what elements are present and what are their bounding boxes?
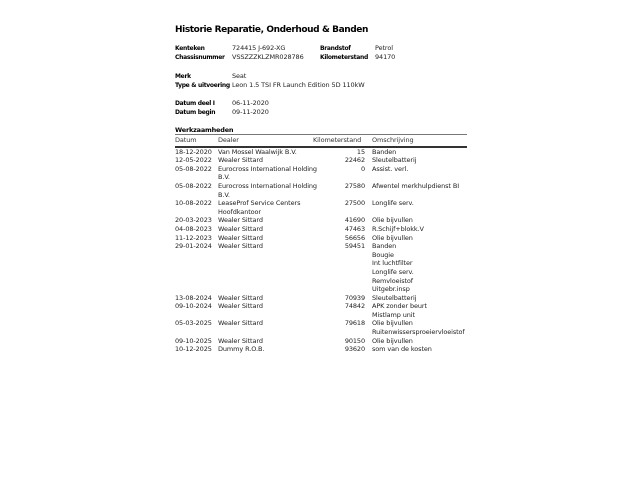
cell-dealer: Dummy R.O.B. — [218, 345, 265, 354]
cell-datum: 09-10-2024 — [175, 302, 212, 311]
cell-datum: 04-08-2023 — [175, 224, 212, 233]
column-header-dealer: Dealer — [218, 135, 313, 147]
work-history-row — [175, 242, 467, 294]
work-history-row — [175, 216, 467, 225]
cell-kilometerstand: 15 — [356, 147, 365, 156]
cell-dealer: Eurocross International Holding B.V. — [218, 164, 317, 182]
cell-kilometerstand: 79618 — [344, 319, 365, 328]
cell-omschrijving: Olie bijvullen — [372, 216, 413, 225]
kilometerstand-value: 94170 — [375, 53, 396, 61]
cell-datum: 12-05-2022 — [175, 156, 212, 165]
cell-kilometerstand: 56656 — [344, 233, 365, 242]
cell-datum: 05-03-2025 — [175, 319, 212, 328]
cell-kilometerstand: 22462 — [344, 156, 365, 165]
cell-dealer: Wealer Sittard — [218, 224, 263, 233]
cell-kilometerstand: 70939 — [344, 293, 365, 302]
kenteken-value: 724415 J-692-XG — [232, 44, 286, 52]
column-header-omschrijving: Omschrijving — [365, 135, 467, 147]
cell-omschrijving: Sleutelbatterij — [372, 293, 417, 302]
cell-kilometerstand: 27500 — [344, 199, 365, 208]
work-history-heading: Werkzaamheden — [175, 126, 234, 134]
cell-datum: 10-08-2022 — [175, 199, 212, 208]
work-history-row — [175, 225, 467, 234]
datum-deel-1-label: Datum deel I — [175, 100, 215, 107]
cell-dealer: Wealer Sittard — [218, 216, 263, 225]
cell-omschrijving: Afwentel merkhulpdienst BI — [372, 181, 460, 190]
kenteken-label: Kenteken — [175, 45, 205, 52]
kilometerstand-label: Kilometerstand — [320, 54, 368, 61]
merk-label: Merk — [175, 73, 191, 80]
work-history-row — [175, 337, 467, 346]
cell-datum: 05-08-2022 — [175, 164, 212, 173]
cell-omschrijving: Longlife serv. — [372, 199, 414, 208]
cell-dealer: Van Mossel Waalwijk B.V. — [218, 147, 297, 156]
cell-omschrijving: APK zonder beurt Mistlamp unit — [372, 302, 427, 319]
cell-dealer: Wealer Sittard — [218, 302, 263, 311]
cell-dealer: Eurocross International Holding B.V. — [218, 181, 317, 199]
datum-begin-value: 09-11-2020 — [232, 108, 269, 116]
cell-kilometerstand: 27580 — [344, 181, 365, 190]
work-history-row — [175, 199, 467, 216]
cell-omschrijving: Banden Bougie Int luchtfilter Longlife serv. Remvloeistof Uitgebr.insp — [372, 242, 414, 294]
cell-omschrijving: Sleutelbatterij — [372, 156, 417, 165]
column-header-kilometerstand: Kilometerstand — [313, 135, 365, 147]
cell-omschrijving: R.Schijf+blokk.V — [372, 224, 424, 233]
cell-datum: 13-08-2024 — [175, 293, 212, 302]
info-row-chassis-kilometerstand — [175, 53, 467, 62]
cell-datum: 05-08-2022 — [175, 181, 212, 190]
cell-omschrijving: Assist. verl. — [372, 164, 409, 173]
cell-dealer: Wealer Sittard — [218, 156, 263, 165]
cell-kilometerstand: 47463 — [344, 224, 365, 233]
cell-kilometerstand: 93620 — [344, 345, 365, 354]
cell-dealer: Wealer Sittard — [218, 319, 263, 328]
type-uitvoering-label: Type & uitvoering — [175, 82, 230, 89]
work-history-row — [175, 302, 467, 319]
cell-datum: 18-12-2020 — [175, 147, 212, 156]
info-row-datum-deel-1 — [175, 99, 467, 108]
cell-omschrijving: Banden — [372, 147, 397, 156]
cell-dealer: Wealer Sittard — [218, 336, 263, 345]
cell-kilometerstand: 41690 — [344, 216, 365, 225]
work-history-row — [175, 182, 467, 199]
info-row-datum-begin — [175, 108, 467, 117]
cell-dealer: Wealer Sittard — [218, 233, 263, 242]
cell-dealer: Wealer Sittard — [218, 242, 263, 251]
column-header-datum: Datum — [175, 135, 218, 147]
info-row-kenteken-brandstof — [175, 44, 467, 53]
chassisnummer-label: Chassisnummer — [175, 54, 225, 61]
work-history-row — [175, 319, 467, 336]
cell-datum: 29-01-2024 — [175, 242, 212, 251]
work-history-row — [175, 234, 467, 243]
cell-kilometerstand: 90150 — [344, 336, 365, 345]
work-history-table — [175, 134, 467, 354]
cell-kilometerstand: 59451 — [344, 242, 365, 251]
brandstof-value: Petrol — [375, 44, 393, 52]
work-history-row — [175, 345, 467, 354]
cell-kilometerstand: 74842 — [344, 302, 365, 311]
info-row-type-uitvoering — [175, 81, 467, 90]
brandstof-label: Brandstof — [320, 45, 351, 52]
cell-dealer: Wealer Sittard — [218, 293, 263, 302]
cell-datum: 09-10-2025 — [175, 336, 212, 345]
work-history-row — [175, 147, 467, 157]
cell-omschrijving: Olie bijvullen Ruitenwissersproeiervloeistof — [372, 319, 465, 337]
type-uitvoering-value: Leon 1.5 TSI FR Launch Edition 5D 110kW — [232, 81, 365, 89]
cell-kilometerstand: 0 — [360, 164, 365, 173]
chassisnummer-value: VSSZZZKLZMR028786 — [232, 53, 304, 61]
work-history-table-body — [175, 147, 467, 354]
work-history-header-row — [175, 135, 467, 147]
info-row-merk — [175, 72, 467, 81]
cell-datum: 20-03-2023 — [175, 216, 212, 225]
cell-datum: 10-12-2025 — [175, 345, 212, 354]
merk-value: Seat — [232, 72, 247, 80]
work-history-row — [175, 294, 467, 303]
cell-omschrijving: som van de kosten — [372, 345, 432, 354]
cell-datum: 11-12-2023 — [175, 233, 212, 242]
cell-omschrijving: Olie bijvullen — [372, 233, 413, 242]
page-title: Historie Reparatie, Onderhoud & Banden — [175, 25, 369, 35]
work-history-row — [175, 156, 467, 165]
datum-deel-1-value: 06-11-2020 — [232, 99, 269, 107]
work-history-row — [175, 165, 467, 182]
datum-begin-label: Datum begin — [175, 109, 216, 116]
cell-omschrijving: Olie bijvullen — [372, 336, 413, 345]
cell-dealer: LeaseProf Service Centers Hoofdkantoor — [218, 199, 301, 216]
